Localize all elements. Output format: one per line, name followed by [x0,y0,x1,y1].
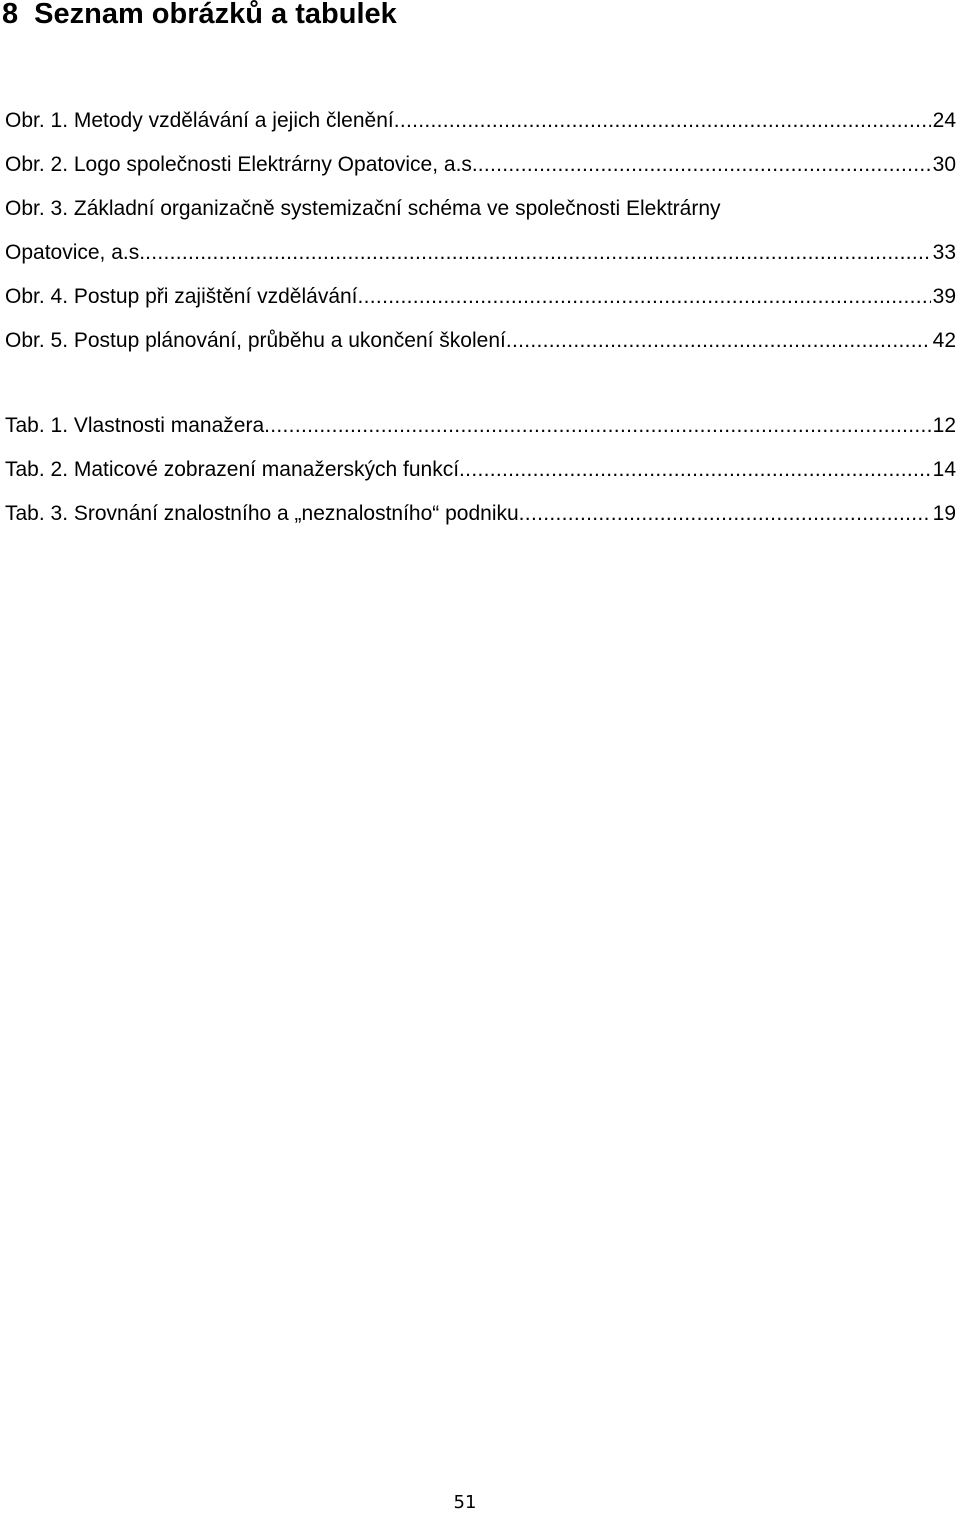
entry-title: Obr. 1. Metody vzdělávání a jejich členění [5,109,394,132]
chapter-number: 8 [2,0,19,30]
dot-leader [358,279,931,315]
entry-page: 33 [932,241,956,264]
page-title [2,0,397,34]
entry-page: 30 [932,153,956,176]
figure-entry[interactable] [5,279,956,323]
entry-title: Tab. 1. Vlastnosti manažera [5,414,265,437]
chapter-title: Seznam obrázků a tabulek [34,0,397,30]
entry-page: 12 [932,414,956,437]
entry-title-line1: Obr. 3. Základní organizačně systemizační schéma ve společnosti Elektrárny [5,197,721,220]
entry-title: Tab. 3. Srovnání znalostního a „neznalostního“ podniku [5,502,519,525]
entry-page: 39 [932,285,956,308]
entry-page: 42 [932,329,956,352]
entry-title: Obr. 5. Postup plánování, průběhu a ukončení školení [5,329,506,352]
figure-list [5,103,956,367]
entry-title: Obr. 4. Postup při zajištění vzdělávání [5,285,358,308]
entry-title: Opatovice, a.s. [5,241,146,264]
entry-title: Obr. 2. Logo společnosti Elektrárny Opatovice, a.s. [5,153,478,176]
dot-leader [459,452,931,488]
table-entry[interactable] [5,496,956,540]
dot-leader [506,323,931,359]
entry-title: Tab. 2. Maticové zobrazení manažerských funkcí [5,458,460,481]
entry-page: 24 [932,109,956,132]
figure-entry[interactable] [5,191,956,279]
page-number: 51 [453,1492,477,1513]
dot-leader [478,147,931,183]
table-list [5,408,956,540]
figure-entry[interactable] [5,323,956,367]
figure-entry[interactable] [5,103,956,147]
entry-page: 14 [932,458,956,481]
dot-leader [394,103,931,139]
entry-page: 19 [932,502,956,525]
table-entry[interactable] [5,408,956,452]
dot-leader [264,408,931,444]
table-entry[interactable] [5,452,956,496]
figure-entry[interactable] [5,147,956,191]
dot-leader [145,235,931,271]
dot-leader [519,496,931,532]
